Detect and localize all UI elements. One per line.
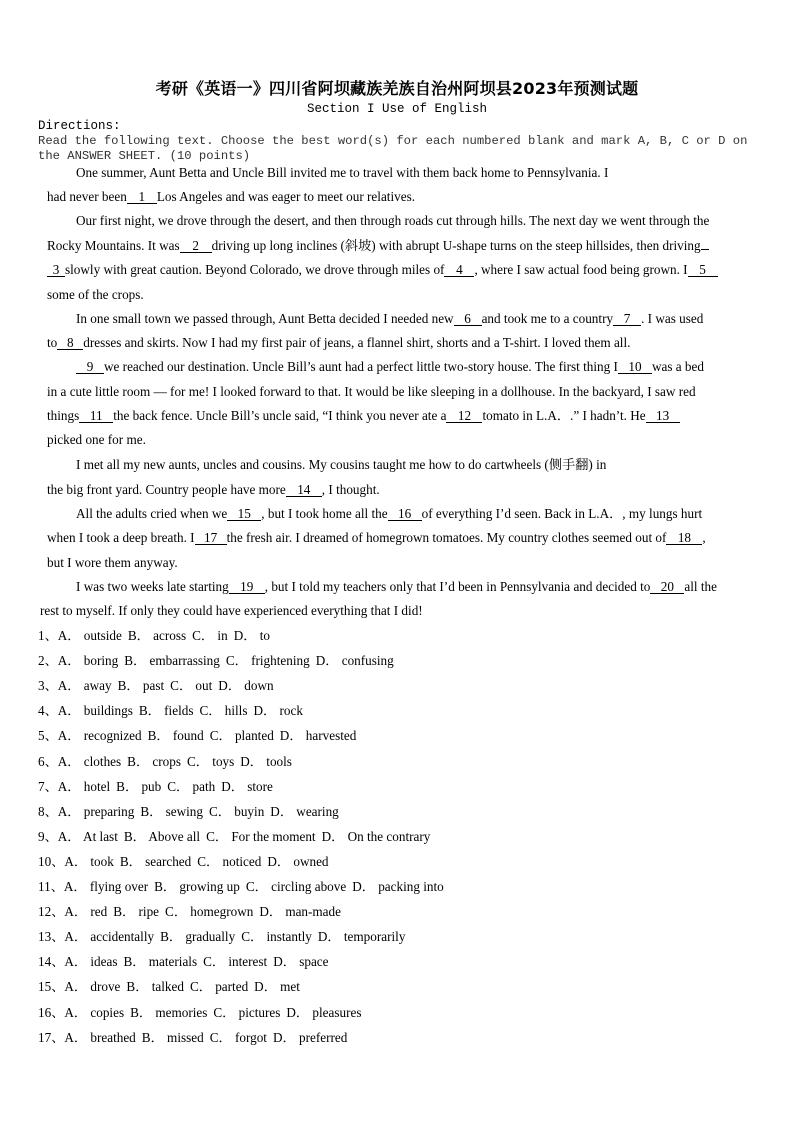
option-b[interactable]: B． memories xyxy=(130,1004,208,1020)
option-a[interactable]: A． hotel xyxy=(57,778,111,794)
option-a[interactable]: A． red xyxy=(64,904,108,920)
question-number: 4、 xyxy=(38,703,58,719)
option-d[interactable]: D． preferred xyxy=(272,1029,348,1045)
section-heading: Section I Use of English xyxy=(306,102,488,116)
option-b[interactable]: B． across xyxy=(127,628,187,643)
question-number: 9、 xyxy=(38,828,58,844)
option-c[interactable]: C． circling above xyxy=(245,879,347,894)
passage-line: One summer, Aunt Betta and Uncle Bill invited me to travel with them back home to Pennsylvania. I xyxy=(76,165,609,180)
option-b[interactable]: B． sewing xyxy=(140,803,203,819)
option-d[interactable]: D． down xyxy=(218,678,274,694)
passage-line: 9 we reached our destination. Uncle Bill’s aunt had a perfect little two-story house. The first thing I 10 was a bed xyxy=(76,359,704,375)
blank-3: 3 xyxy=(47,263,65,277)
option-c[interactable]: C． parted xyxy=(189,979,249,995)
option-c[interactable]: C． interest xyxy=(203,954,268,970)
passage-line: but I wore them anyway. xyxy=(47,555,178,570)
question-number: 17、 xyxy=(38,1029,65,1045)
blank-15: 15 xyxy=(227,507,261,521)
question-number: 5、 xyxy=(38,728,58,744)
blank-2: 2 xyxy=(180,239,212,253)
option-a[interactable]: A． outside xyxy=(57,628,122,643)
question-row xyxy=(38,954,335,970)
question-row xyxy=(38,653,400,669)
blank-10: 10 xyxy=(618,360,652,374)
option-b[interactable]: B． past xyxy=(117,678,165,694)
question-number: 16、 xyxy=(38,1004,65,1020)
question-row xyxy=(38,628,276,644)
question-row xyxy=(38,779,279,795)
directions-text: Read the following text. Choose the best word(s) for each numbered blank and mark A, B, C or D on the ANSWER SHEET. (10 points) xyxy=(38,134,748,163)
option-d[interactable]: D． rock xyxy=(253,703,303,719)
blank-14: 14 xyxy=(286,483,322,497)
option-d[interactable]: D． wearing xyxy=(270,803,339,819)
option-a[interactable]: A． accidentally xyxy=(64,929,155,945)
option-d[interactable]: D． tools xyxy=(240,753,292,769)
option-b[interactable]: B． talked xyxy=(126,979,184,995)
question-row xyxy=(38,854,335,870)
blank-11: 11 xyxy=(79,409,113,423)
blank-12: 12 xyxy=(446,409,482,423)
option-c[interactable]: C． instantly xyxy=(241,929,312,945)
question-number: 6、 xyxy=(38,753,58,769)
passage-line: Our first night, we drove through the desert, and then through roads cut through hills. The next day we went through the xyxy=(76,213,710,228)
option-d[interactable]: D． owned xyxy=(267,853,329,869)
question-row xyxy=(38,979,306,995)
option-a[interactable]: A． preparing xyxy=(57,803,135,819)
passage-line: picked one for me. xyxy=(47,432,146,447)
question-row xyxy=(38,1030,353,1046)
option-b[interactable]: B． searched xyxy=(119,853,192,869)
option-a[interactable]: A． boring xyxy=(57,653,119,669)
question-row xyxy=(38,678,280,694)
blank-6: 6 xyxy=(454,312,482,326)
option-b[interactable]: B． Above all xyxy=(123,828,201,844)
option-b[interactable]: B． embarrassing xyxy=(124,653,220,669)
option-b[interactable]: B． pub xyxy=(116,778,162,794)
option-c[interactable]: C． toys xyxy=(187,753,235,769)
passage-line: 3 slowly with great caution. Beyond Colorado, we drove through miles of 4 , where I saw actual food being grown. I 5 xyxy=(47,262,718,278)
question-number: 14、 xyxy=(38,954,65,970)
blank-7: 7 xyxy=(613,312,641,326)
question-row xyxy=(38,879,450,895)
option-b[interactable]: B． found xyxy=(147,728,204,744)
option-c[interactable]: C． frightening xyxy=(225,653,310,669)
option-a[interactable]: A． clothes xyxy=(57,753,122,769)
option-d[interactable]: D． space xyxy=(273,954,329,970)
question-row xyxy=(38,804,345,820)
question-row xyxy=(38,829,436,845)
question-number: 12、 xyxy=(38,904,65,920)
option-d[interactable]: D． pleasures xyxy=(286,1004,362,1020)
blank-5: 5 xyxy=(688,263,718,277)
blank-1: 1 xyxy=(127,190,157,204)
question-number: 8、 xyxy=(38,803,58,819)
passage-line: in a cute little room — for me! I looked forward to that. It would be like sleeping in a dollhouse. In the backyard, I saw red xyxy=(47,384,696,399)
question-row xyxy=(38,929,411,945)
question-row xyxy=(38,904,347,920)
option-a[interactable]: A． drove xyxy=(64,979,121,995)
option-b[interactable]: B． materials xyxy=(123,954,198,970)
passage-line: to 8 dresses and skirts. Now I had my first pair of jeans, a flannel shirt, shorts and a T-shirt. I loved them all. xyxy=(47,335,631,350)
option-b[interactable]: B． ripe xyxy=(113,904,160,920)
option-b[interactable]: B． gradually xyxy=(160,929,236,945)
passage-line: rest to myself. If only they could have experienced everything that I did! xyxy=(40,603,423,618)
blank-17: 17 xyxy=(195,531,227,545)
passage-line: I met all my new aunts, uncles and cousins. My cousins taught me how to do cartwheels (侧手翻) in xyxy=(76,457,607,472)
question-row xyxy=(38,1005,367,1021)
page-title: 考研《英语一》四川省阿坝藏族羌族自治州阿坝县2023年预测试题 xyxy=(155,79,639,98)
option-c[interactable]: C． homegrown xyxy=(165,904,254,920)
option-b[interactable]: B． crops xyxy=(127,753,182,769)
option-a[interactable]: A． At last xyxy=(57,828,118,844)
blank-19: 19 xyxy=(229,580,265,594)
passage-line: had never been 1 Los Angeles and was eager to meet our relatives. xyxy=(47,189,415,204)
option-c[interactable]: C． hills xyxy=(199,703,248,719)
passage-line: some of the crops. xyxy=(47,287,144,302)
option-a[interactable]: A． flying over xyxy=(63,879,149,894)
question-number: 7、 xyxy=(38,778,58,794)
option-d[interactable]: D． temporarily xyxy=(317,929,406,945)
question-number: 11、 xyxy=(38,879,64,894)
blank-8: 8 xyxy=(57,336,83,350)
option-d[interactable]: D． packing into xyxy=(352,879,444,894)
directions-label: Directions: xyxy=(38,119,121,133)
option-d[interactable]: D． confusing xyxy=(315,653,394,669)
passage-line: I was two weeks late starting 19 , but I told my teachers only that I’d been in Pennsylvania and decided to 20 all the xyxy=(76,579,717,594)
option-a[interactable]: A． took xyxy=(64,853,114,869)
blank-16: 16 xyxy=(388,507,422,521)
option-c[interactable]: C． For the moment xyxy=(206,828,316,844)
option-c[interactable]: C． buyin xyxy=(208,803,265,819)
option-b[interactable]: B． growing up xyxy=(154,879,240,894)
option-c[interactable]: C． forgot xyxy=(209,1029,267,1045)
question-number: 15、 xyxy=(38,979,65,995)
option-c[interactable]: C． path xyxy=(167,778,216,794)
option-d[interactable]: D． to xyxy=(233,628,270,643)
blank-3-lead xyxy=(701,249,709,250)
option-a[interactable]: A． ideas xyxy=(64,954,118,970)
question-number: 10、 xyxy=(38,853,65,869)
option-c[interactable]: C． in xyxy=(192,628,228,643)
option-c[interactable]: C． pictures xyxy=(213,1004,281,1020)
option-d[interactable]: D． store xyxy=(221,778,273,794)
option-a[interactable]: A． away xyxy=(57,678,112,694)
option-c[interactable]: C． noticed xyxy=(197,853,262,869)
blank-4: 4 xyxy=(444,263,474,277)
option-d[interactable]: D． met xyxy=(254,979,300,995)
question-number: 3、 xyxy=(38,678,58,694)
question-row xyxy=(38,754,298,770)
option-a[interactable]: A． buildings xyxy=(57,703,133,719)
option-d[interactable]: D． man-made xyxy=(259,904,341,920)
question-number: 13、 xyxy=(38,929,65,945)
blank-20: 20 xyxy=(650,580,684,594)
question-number: 1、 xyxy=(38,628,58,643)
passage-line: In one small town we passed through, Aunt Betta decided I needed new 6 and took me to a country 7 . I was used xyxy=(76,311,704,326)
option-c[interactable]: C． planted xyxy=(209,728,274,744)
question-row xyxy=(38,703,309,719)
blank-18: 18 xyxy=(666,531,702,545)
question-row xyxy=(38,728,362,744)
option-b[interactable]: B． fields xyxy=(138,703,194,719)
passage-line: Rocky Mountains. It was 2 driving up long inclines (斜坡) with abrupt U-shape turns on the steep hillsides, then driving xyxy=(47,238,709,254)
passage-line: things 11 the back fence. Uncle Bill’s uncle said, “I think you never ate a 12 tomato in L.A．.” I hadn’t. He 13 xyxy=(47,408,680,424)
option-a[interactable]: A． copies xyxy=(64,1004,125,1020)
blank-13: 13 xyxy=(646,409,680,423)
passage-line: All the adults cried when we 15 , but I took home all the 16 of everything I’d seen. Back in L.A．, my lungs hurt xyxy=(76,506,703,521)
option-a[interactable]: A． recognized xyxy=(57,728,142,744)
passage-line: the big front yard. Country people have more 14 , I thought. xyxy=(47,482,380,497)
option-c[interactable]: C． out xyxy=(170,678,213,694)
question-number: 2、 xyxy=(38,653,58,669)
passage-line: when I took a deep breath. I 17 the fresh air. I dreamed of homegrown tomatoes. My country clothes seemed out of 18 , xyxy=(47,530,706,545)
blank-9: 9 xyxy=(76,360,104,374)
option-d[interactable]: D． harvested xyxy=(279,728,357,744)
option-a[interactable]: A． breathed xyxy=(64,1029,136,1045)
option-b[interactable]: B． missed xyxy=(141,1029,204,1045)
option-d[interactable]: D． On the contrary xyxy=(321,828,431,844)
